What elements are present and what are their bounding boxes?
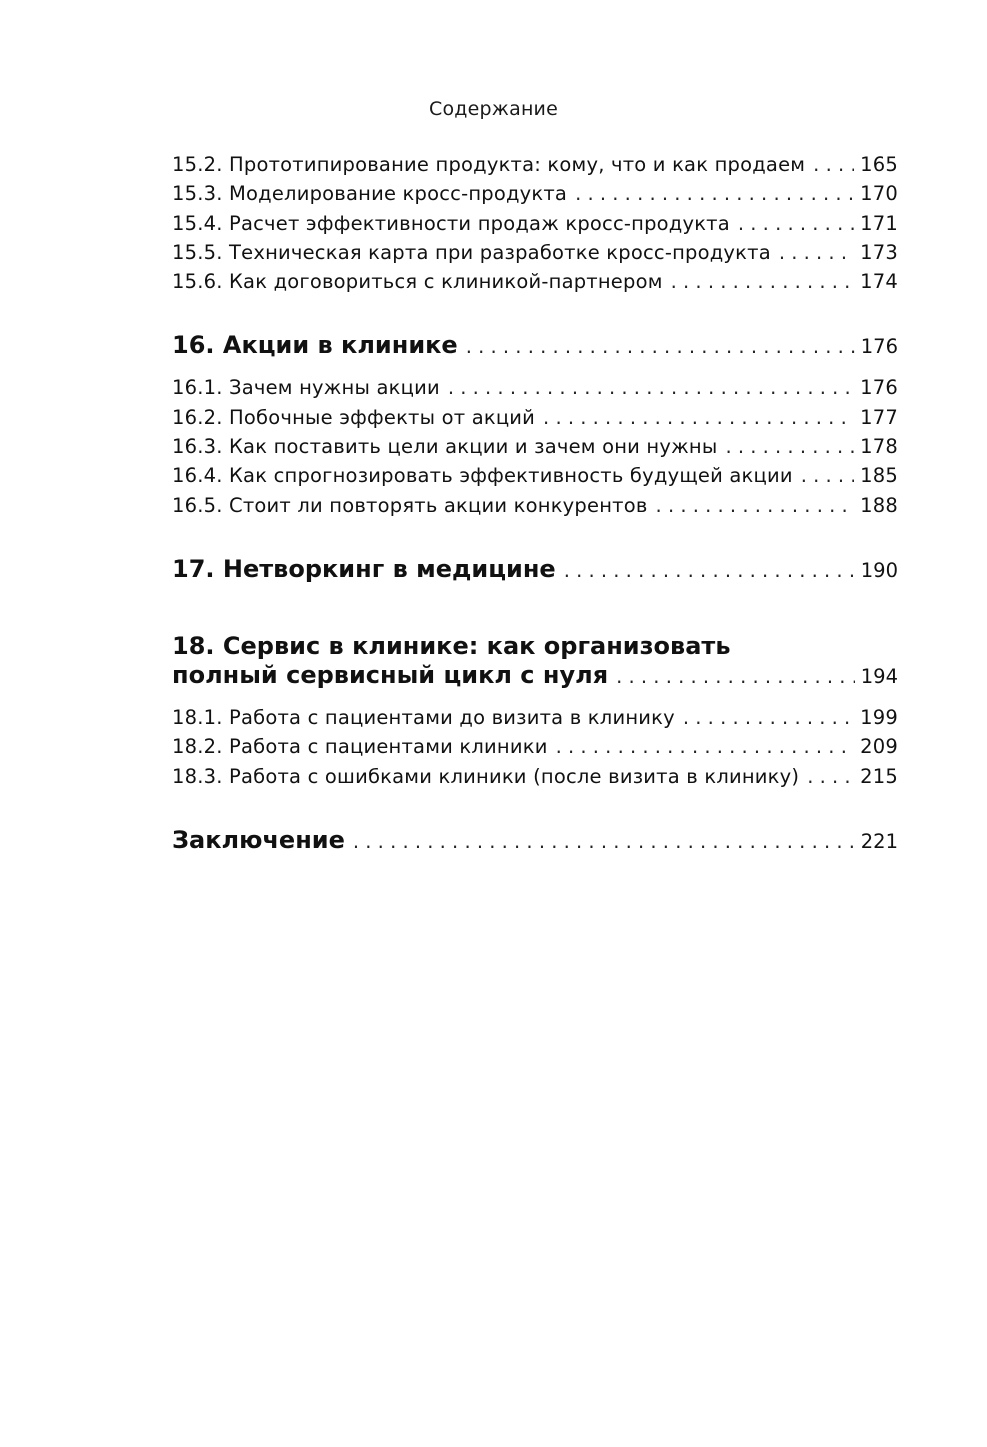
toc-entry-16-2 bbox=[172, 403, 898, 432]
toc-entry-page: 171 bbox=[860, 211, 898, 235]
toc-chapter-title: 16. Акции в клинике bbox=[172, 331, 458, 360]
toc-entry-15-6 bbox=[172, 267, 898, 296]
dot-leader bbox=[448, 373, 854, 402]
toc-entry-title: 18.3. Работа с ошибками клиники (после визита в клинику) bbox=[172, 764, 800, 788]
toc-chapter-18 bbox=[172, 661, 898, 691]
toc-entry-18-1 bbox=[172, 703, 898, 732]
toc-chapter-page: 190 bbox=[860, 558, 898, 582]
toc-entry-title: 15.4. Расчет эффективности продаж кросс-продукта bbox=[172, 211, 730, 235]
toc-entry-page: 165 bbox=[860, 153, 898, 176]
toc-entry-title: 16.1. Зачем нужны акции bbox=[172, 376, 440, 400]
toc-entry-title: 16.4. Как спрогнозировать эффективность будущей акции bbox=[172, 464, 793, 488]
toc-chapter-title: 17. Нетворкинг в медицине bbox=[172, 554, 556, 583]
toc-entry-page: 199 bbox=[860, 705, 898, 729]
dot-leader bbox=[779, 238, 854, 267]
dot-leader bbox=[807, 762, 854, 791]
toc-entry-page: 174 bbox=[860, 270, 898, 294]
toc-entry-16-4 bbox=[172, 461, 898, 490]
toc-entry-page: 188 bbox=[860, 493, 898, 517]
dot-leader bbox=[738, 209, 854, 238]
dot-leader bbox=[543, 403, 854, 432]
toc-entry-page: 209 bbox=[860, 735, 898, 759]
dot-leader bbox=[466, 332, 855, 361]
toc-entry-16-3 bbox=[172, 432, 898, 461]
dot-leader bbox=[683, 703, 854, 732]
dot-leader bbox=[564, 556, 855, 585]
toc-chapter-18-title-line-1: 18. Сервис в клинике: как организовать bbox=[172, 631, 731, 660]
toc-entry-title: 15.2. Прототипирование продукта: кому, что и как продаем bbox=[172, 153, 806, 176]
dot-leader bbox=[575, 179, 854, 208]
running-head: Содержание bbox=[429, 98, 558, 120]
toc-entry-page: 170 bbox=[860, 182, 898, 206]
toc-entry-18-2 bbox=[172, 732, 898, 761]
toc-entry-page: 177 bbox=[860, 405, 898, 429]
toc-entry-page: 178 bbox=[860, 435, 898, 459]
toc-entry-16-5 bbox=[172, 491, 898, 520]
toc-chapter-title: Заключение bbox=[172, 825, 345, 854]
toc-entry-16-1 bbox=[172, 373, 898, 402]
dot-leader bbox=[725, 432, 854, 461]
toc-chapter-page: 176 bbox=[860, 335, 898, 359]
toc-entry-title: 18.2. Работа с пациентами клиники bbox=[172, 735, 548, 759]
toc-entry-title: 15.5. Техническая карта при разработке кросс-продукта bbox=[172, 240, 771, 264]
toc-entry-15-2 bbox=[172, 150, 898, 179]
dot-leader bbox=[801, 461, 854, 490]
toc-entry-title: 15.6. Как договориться с клиникой-партнером bbox=[172, 270, 663, 294]
toc-entry-title: 16.5. Стоит ли повторять акции конкурентов bbox=[172, 493, 648, 517]
toc-entry-15-3 bbox=[172, 179, 898, 208]
toc-chapter-17 bbox=[172, 555, 898, 585]
toc-entry-page: 215 bbox=[860, 764, 898, 788]
toc-entry-15-4 bbox=[172, 209, 898, 238]
dot-leader bbox=[656, 491, 855, 520]
dot-leader bbox=[671, 267, 855, 296]
dot-leader bbox=[556, 732, 855, 761]
toc-conclusion bbox=[172, 826, 898, 856]
toc-chapter-title: полный сервисный цикл с нуля bbox=[172, 660, 609, 689]
dot-leader bbox=[616, 662, 855, 691]
toc-entry-18-3 bbox=[172, 762, 898, 791]
dot-leader bbox=[353, 827, 855, 856]
toc-entry-page: 173 bbox=[860, 240, 898, 264]
toc-chapter-page: 221 bbox=[860, 829, 898, 853]
toc-entry-title: 18.1. Работа с пациентами до визита в клинику bbox=[172, 705, 675, 729]
toc-entry-title: 16.2. Побочные эффекты от акций bbox=[172, 405, 536, 429]
toc-entry-page: 185 bbox=[860, 464, 898, 488]
toc-entry-page: 176 bbox=[860, 376, 898, 400]
table-of-contents bbox=[172, 150, 898, 856]
toc-entry-title: 15.3. Моделирование кросс-продукта bbox=[172, 182, 568, 206]
toc-entry-15-5 bbox=[172, 238, 898, 267]
toc-chapter-page: 194 bbox=[860, 664, 898, 688]
toc-chapter-16 bbox=[172, 331, 898, 361]
toc-entry-title: 16.3. Как поставить цели акции и зачем они нужны bbox=[172, 435, 718, 459]
dot-leader bbox=[813, 150, 854, 179]
